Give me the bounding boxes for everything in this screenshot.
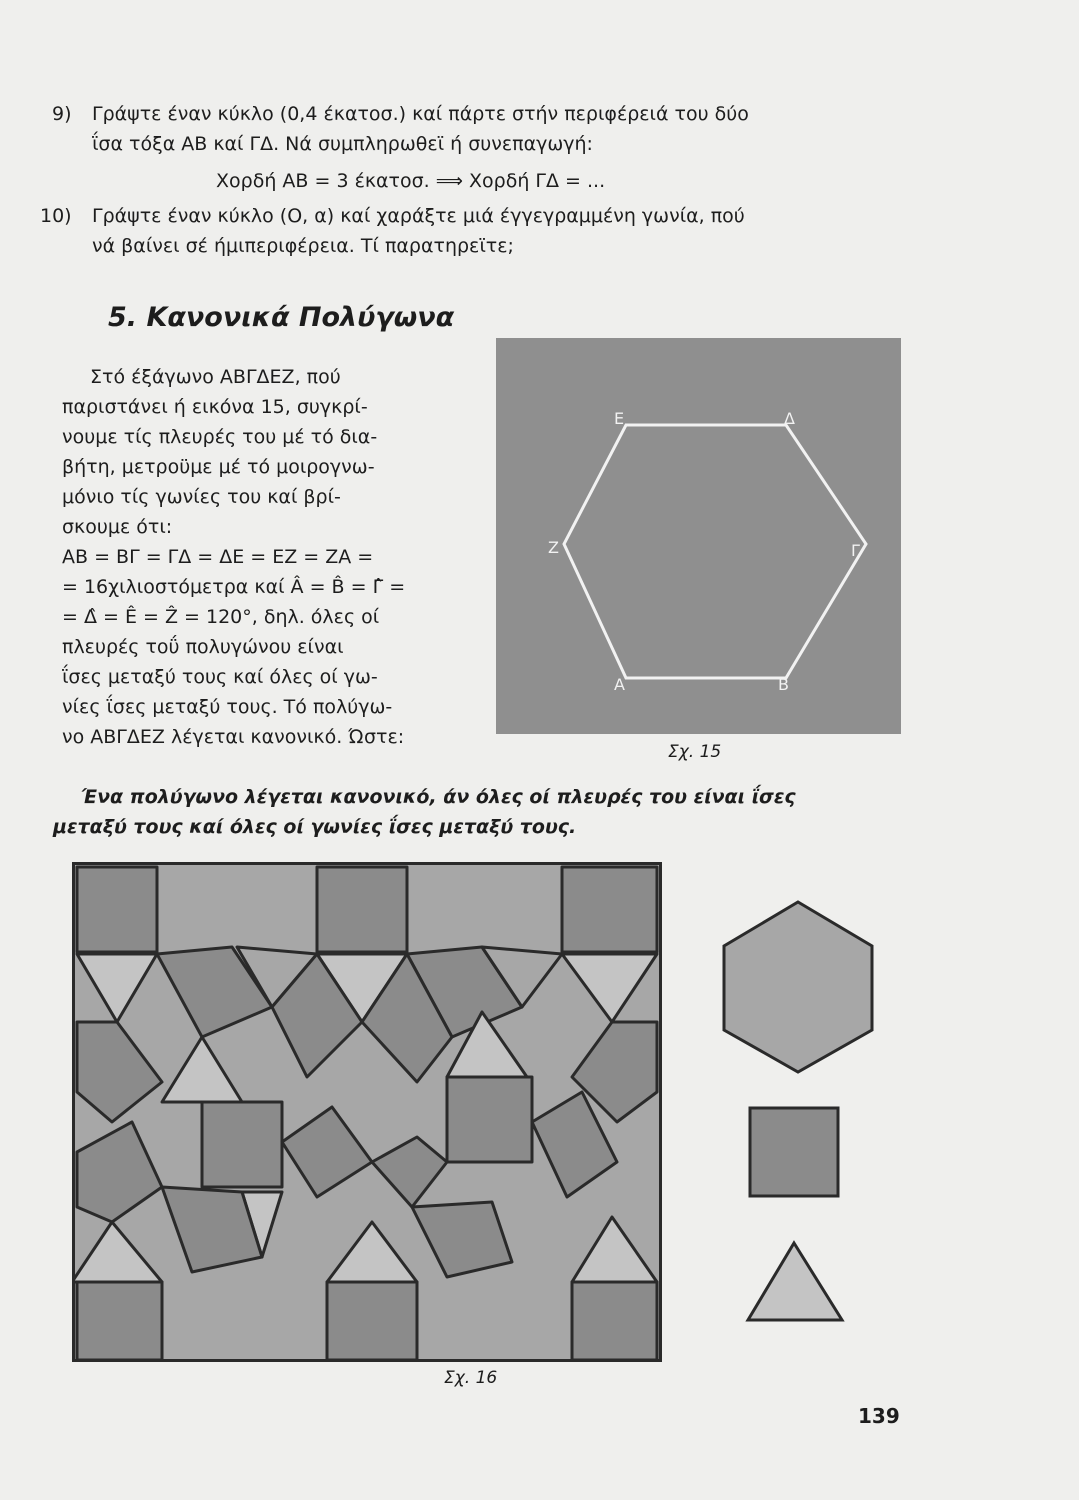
exercise-line: Γράψτε έναν κύκλο (Ο, α) καί χαράξτε μιά έγγεγραμμένη γωνία, πού	[92, 205, 745, 227]
paragraph-line: ΐσες μεταξύ τους καί όλες οί γω-	[62, 666, 378, 688]
exercise-number: 10)	[40, 205, 72, 227]
tile-square	[202, 1102, 282, 1187]
vertex-label-e: Ε	[614, 409, 625, 428]
paragraph-line: σκουμε ότι:	[62, 516, 173, 538]
paragraph-line: ΑΒ = ΒΓ = ΓΔ = ΔΕ = ΕΖ = ΖΑ =	[62, 546, 374, 568]
figure-16-shapes	[712, 898, 884, 1328]
vertex-label-g: Γ	[851, 541, 860, 560]
tile-square	[327, 1282, 417, 1360]
exercise-number: 9)	[52, 103, 72, 125]
single-triangle	[748, 1243, 842, 1320]
paragraph-line: νουμε τίς πλευρές του μέ τό δια-	[62, 426, 378, 448]
single-hexagon	[724, 902, 872, 1072]
vertex-label-d: Δ	[784, 409, 795, 428]
paragraph	[62, 362, 460, 752]
definition-line: Ένα πολύγωνο λέγεται κανονικό, άν όλες οί πλευρές του είναι ΐσες	[81, 786, 796, 808]
figure-15-hexagon	[496, 338, 901, 734]
tile-square	[317, 867, 407, 952]
definition-line: μεταξύ τους καί όλες οί γωνίες ΐσες μεταξύ τους.	[53, 816, 577, 838]
vertex-label-z: Ζ	[548, 538, 559, 557]
paragraph-line: νίες ΐσες μεταξύ τους. Τό πολύγω-	[62, 696, 393, 718]
paragraph-line: Στό έξάγωνο ΑΒΓΔΕΖ, πού	[90, 366, 341, 388]
exercise-line: ΐσα τόξα ΑΒ καί ΓΔ. Νά συμπληρωθεϊ ή συνεπαγωγή:	[92, 133, 593, 155]
paragraph-line: = Δ̂ = Ê = Ẑ = 120°, δηλ. όλες οί	[62, 606, 380, 628]
paragraph-line: παριστάνει ή εικόνα 15, συγκρί-	[62, 396, 368, 418]
figure-16-tiling	[72, 862, 662, 1362]
tile-square	[572, 1282, 657, 1360]
exercise-10	[40, 202, 910, 264]
paragraph-line: = 16χιλιοστόμετρα καί Â = B̂ = Γ̂ =	[62, 576, 406, 598]
tile-square	[562, 867, 657, 952]
tile-square	[447, 1077, 532, 1162]
tile-square	[77, 1282, 162, 1360]
paragraph-line: μόνιο τίς γωνίες του καί βρί-	[62, 486, 341, 508]
definition	[53, 782, 913, 842]
figure-16-caption: Σχ. 16	[444, 1368, 498, 1388]
tile-square	[77, 867, 157, 952]
exercise-line: νά βαίνει σέ ήμιπεριφέρεια. Τί παρατηρεϊτε;	[92, 235, 514, 257]
exercise-line: Γράψτε έναν κύκλο (0,4 έκατοσ.) καί πάρτε στήν περιφέρειά του δύο	[92, 103, 749, 125]
paragraph-line: πλευρές τοΰ πολυγώνου είναι	[62, 636, 344, 658]
figure-15-background	[496, 338, 901, 734]
figure-15-caption: Σχ. 15	[668, 742, 722, 762]
paragraph-line: βήτη, μετροϋμε μέ τό μοιρογνω-	[62, 456, 375, 478]
single-square	[750, 1108, 838, 1196]
vertex-label-a: Α	[614, 675, 625, 694]
page-number: 139	[858, 1404, 900, 1428]
paragraph-line: νο ΑΒΓΔΕΖ λέγεται κανονικό. Ώστε:	[62, 726, 405, 748]
vertex-label-b: Β	[778, 675, 789, 694]
section-title: 5. Κανονικά Πολύγωνα	[108, 302, 455, 333]
exercise-9-implication: Χορδή ΑΒ = 3 έκατοσ. ⟹ Χορδή ΓΔ = ...	[216, 170, 606, 192]
